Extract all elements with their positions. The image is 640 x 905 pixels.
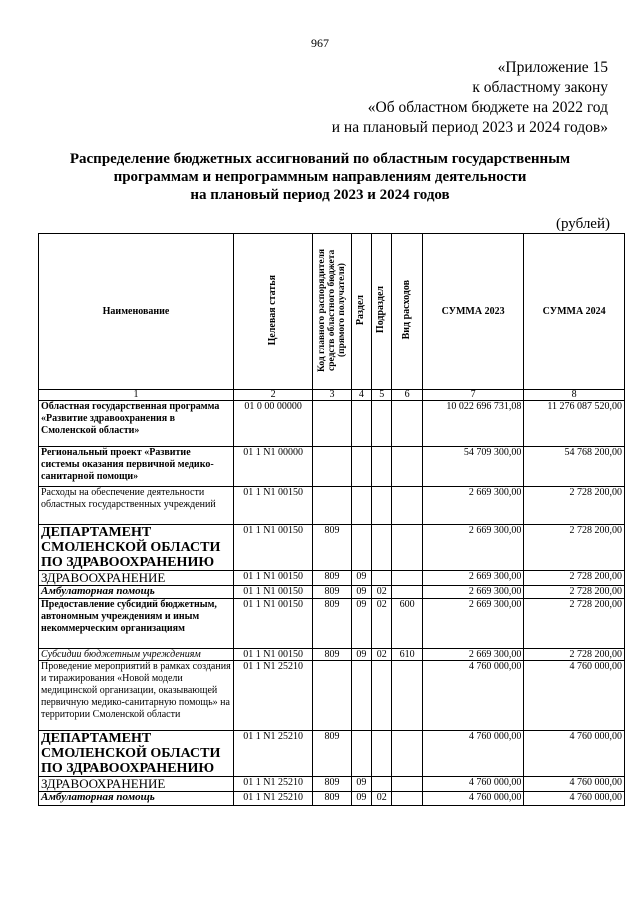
appendix-line: и на плановый период 2023 и 2024 годов»: [331, 119, 608, 136]
row-sum-2024: 2 728 200,00: [524, 571, 625, 586]
row-name: Амбулаторная помощь: [39, 792, 234, 806]
row-target: 01 1 N1 00150: [233, 649, 312, 661]
row-sum-2023: 2 669 300,00: [422, 487, 524, 525]
header-target: [233, 234, 312, 390]
table-row: [39, 649, 625, 661]
row-subsection: 02: [372, 649, 392, 661]
table-row: [39, 447, 625, 487]
row-section: [351, 401, 371, 447]
row-target: 01 1 N1 25210: [233, 777, 312, 792]
header-section: [351, 234, 371, 390]
row-exp-type: [392, 661, 422, 731]
header-sum-2024: СУММА 2024: [524, 234, 625, 390]
row-name: Расходы на обеспечение деятельности областных государственных учреждений: [39, 487, 234, 525]
header-code: [313, 234, 352, 390]
row-code: [313, 487, 352, 525]
row-target: 01 1 N1 00150: [233, 525, 312, 571]
row-exp-type: 610: [392, 649, 422, 661]
row-exp-type: 600: [392, 599, 422, 649]
header-sum-2023: СУММА 2023: [422, 234, 524, 390]
row-sum-2023: 2 669 300,00: [422, 649, 524, 661]
col-num: 8: [524, 390, 625, 401]
row-sum-2024: 2 728 200,00: [524, 487, 625, 525]
row-subsection: [372, 777, 392, 792]
row-section: 09: [351, 586, 371, 599]
row-name: ДЕПАРТАМЕНТ СМОЛЕНСКОЙ ОБЛАСТИ ПО ЗДРАВООХРАНЕНИЮ: [39, 731, 234, 777]
table-row: [39, 571, 625, 586]
row-code: 809: [313, 792, 352, 806]
row-name: Амбулаторная помощь: [39, 586, 234, 599]
row-sum-2023: 4 760 000,00: [422, 792, 524, 806]
row-subsection: [372, 487, 392, 525]
row-section: [351, 525, 371, 571]
row-exp-type: [392, 401, 422, 447]
row-section: 09: [351, 777, 371, 792]
row-code: 809: [313, 525, 352, 571]
col-num: 3: [313, 390, 352, 401]
currency-unit: (рублей): [555, 216, 610, 232]
row-exp-type: [392, 777, 422, 792]
row-sum-2023: 4 760 000,00: [422, 731, 524, 777]
col-num: 7: [422, 390, 524, 401]
row-exp-type: [392, 731, 422, 777]
col-num: 6: [392, 390, 422, 401]
row-section: 09: [351, 649, 371, 661]
row-code: 809: [313, 599, 352, 649]
row-target: 01 1 N1 25210: [233, 731, 312, 777]
title-line: программам и непрограммным направлениям деятельности: [113, 169, 527, 185]
title-line: на плановый период 2023 и 2024 годов: [190, 187, 450, 203]
row-sum-2024: 11 276 087 520,00: [524, 401, 625, 447]
row-subsection: [372, 571, 392, 586]
row-sum-2024: 2 728 200,00: [524, 525, 625, 571]
row-exp-type: [392, 792, 422, 806]
row-sum-2023: 4 760 000,00: [422, 661, 524, 731]
row-sum-2023: 54 709 300,00: [422, 447, 524, 487]
col-num: 2: [233, 390, 312, 401]
row-target: 01 1 N1 00150: [233, 586, 312, 599]
header-subsection-text: Подраздел: [375, 286, 387, 334]
row-sum-2024: 4 760 000,00: [524, 792, 625, 806]
row-code: [313, 661, 352, 731]
row-code: 809: [313, 571, 352, 586]
row-subsection: 02: [372, 586, 392, 599]
header-row: [39, 234, 625, 390]
table-row: [39, 401, 625, 447]
col-num: 4: [351, 390, 371, 401]
row-subsection: [372, 401, 392, 447]
row-subsection: [372, 447, 392, 487]
row-sum-2023: 4 760 000,00: [422, 777, 524, 792]
row-subsection: [372, 661, 392, 731]
row-code: 809: [313, 586, 352, 599]
row-name: ЗДРАВООХРАНЕНИЕ: [39, 777, 234, 792]
header-target-text: Целевая статья: [266, 274, 278, 346]
row-target: 01 1 N1 00000: [233, 447, 312, 487]
row-target: 01 0 00 00000: [233, 401, 312, 447]
appendix-header: [332, 58, 608, 138]
page-number: 967: [311, 36, 329, 50]
row-name: Субсидии бюджетным учреждениям: [39, 649, 234, 661]
row-target: 01 1 N1 25210: [233, 792, 312, 806]
table-row: [39, 525, 625, 571]
col-num: 5: [372, 390, 392, 401]
row-name: Областная государственная программа «Развитие здравоохранения в Смоленской области»: [39, 401, 234, 447]
column-number-row: [39, 390, 625, 401]
col-num: 1: [39, 390, 234, 401]
row-code: 809: [313, 777, 352, 792]
appendix-line: к областному закону: [472, 79, 608, 96]
row-subsection: [372, 731, 392, 777]
row-sum-2024: 2 728 200,00: [524, 586, 625, 599]
row-subsection: 02: [372, 599, 392, 649]
row-section: [351, 447, 371, 487]
header-section-text: Раздел: [355, 294, 367, 326]
table-row: [39, 487, 625, 525]
row-code: [313, 401, 352, 447]
row-target: 01 1 N1 00150: [233, 571, 312, 586]
row-code: [313, 447, 352, 487]
row-sum-2024: 4 760 000,00: [524, 661, 625, 731]
row-section: 09: [351, 599, 371, 649]
header-code-text: Код главного распорядителя средств областного бюджета (прямого получателя): [316, 248, 347, 372]
row-name: Предоставление субсидий бюджетным, автономным учреждениям и иным некоммерческим организациям: [39, 599, 234, 649]
row-sum-2024: 54 768 200,00: [524, 447, 625, 487]
row-code: 809: [313, 731, 352, 777]
row-subsection: 02: [372, 792, 392, 806]
table-row: [39, 792, 625, 806]
row-section: 09: [351, 571, 371, 586]
row-sum-2024: 2 728 200,00: [524, 599, 625, 649]
row-name: ДЕПАРТАМЕНТ СМОЛЕНСКОЙ ОБЛАСТИ ПО ЗДРАВООХРАНЕНИЮ: [39, 525, 234, 571]
row-name: ЗДРАВООХРАНЕНИЕ: [39, 571, 234, 586]
row-sum-2023: 2 669 300,00: [422, 586, 524, 599]
table-row: [39, 731, 625, 777]
appendix-line: «Приложение 15: [497, 59, 608, 76]
appendix-line: «Об областном бюджете на 2022 год: [367, 99, 608, 116]
table-row: [39, 661, 625, 731]
row-sum-2023: 2 669 300,00: [422, 599, 524, 649]
header-exp-type: [392, 234, 422, 390]
row-sum-2023: 2 669 300,00: [422, 571, 524, 586]
row-name: Проведение мероприятий в рамках создания и тиражирования «Новой модели медицинской организации, оказывающей первичную медико-санитарную помощь» на территории Смоленской области: [39, 661, 234, 731]
table-row: [39, 599, 625, 649]
row-section: 09: [351, 792, 371, 806]
header-name: Наименование: [39, 234, 234, 390]
document-title: [0, 150, 640, 204]
row-section: [351, 731, 371, 777]
row-section: [351, 661, 371, 731]
row-name: Региональный проект «Развитие системы оказания первичной медико-санитарной помощи»: [39, 447, 234, 487]
row-exp-type: [392, 571, 422, 586]
row-target: 01 1 N1 00150: [233, 599, 312, 649]
header-subsection: [372, 234, 392, 390]
row-exp-type: [392, 525, 422, 571]
table-body: [39, 401, 625, 806]
budget-table: [38, 233, 625, 806]
row-sum-2024: 4 760 000,00: [524, 731, 625, 777]
row-subsection: [372, 525, 392, 571]
title-line: Распределение бюджетных ассигнований по областным государственным: [69, 151, 571, 167]
row-exp-type: [392, 586, 422, 599]
table-row: [39, 586, 625, 599]
row-exp-type: [392, 447, 422, 487]
header-exp-type-text: Вид расходов: [400, 280, 412, 340]
row-sum-2024: 2 728 200,00: [524, 649, 625, 661]
row-sum-2023: 10 022 696 731,08: [422, 401, 524, 447]
table-row: [39, 777, 625, 792]
row-target: 01 1 N1 00150: [233, 487, 312, 525]
row-target: 01 1 N1 25210: [233, 661, 312, 731]
row-code: 809: [313, 649, 352, 661]
row-section: [351, 487, 371, 525]
row-sum-2023: 2 669 300,00: [422, 525, 524, 571]
row-exp-type: [392, 487, 422, 525]
row-sum-2024: 4 760 000,00: [524, 777, 625, 792]
